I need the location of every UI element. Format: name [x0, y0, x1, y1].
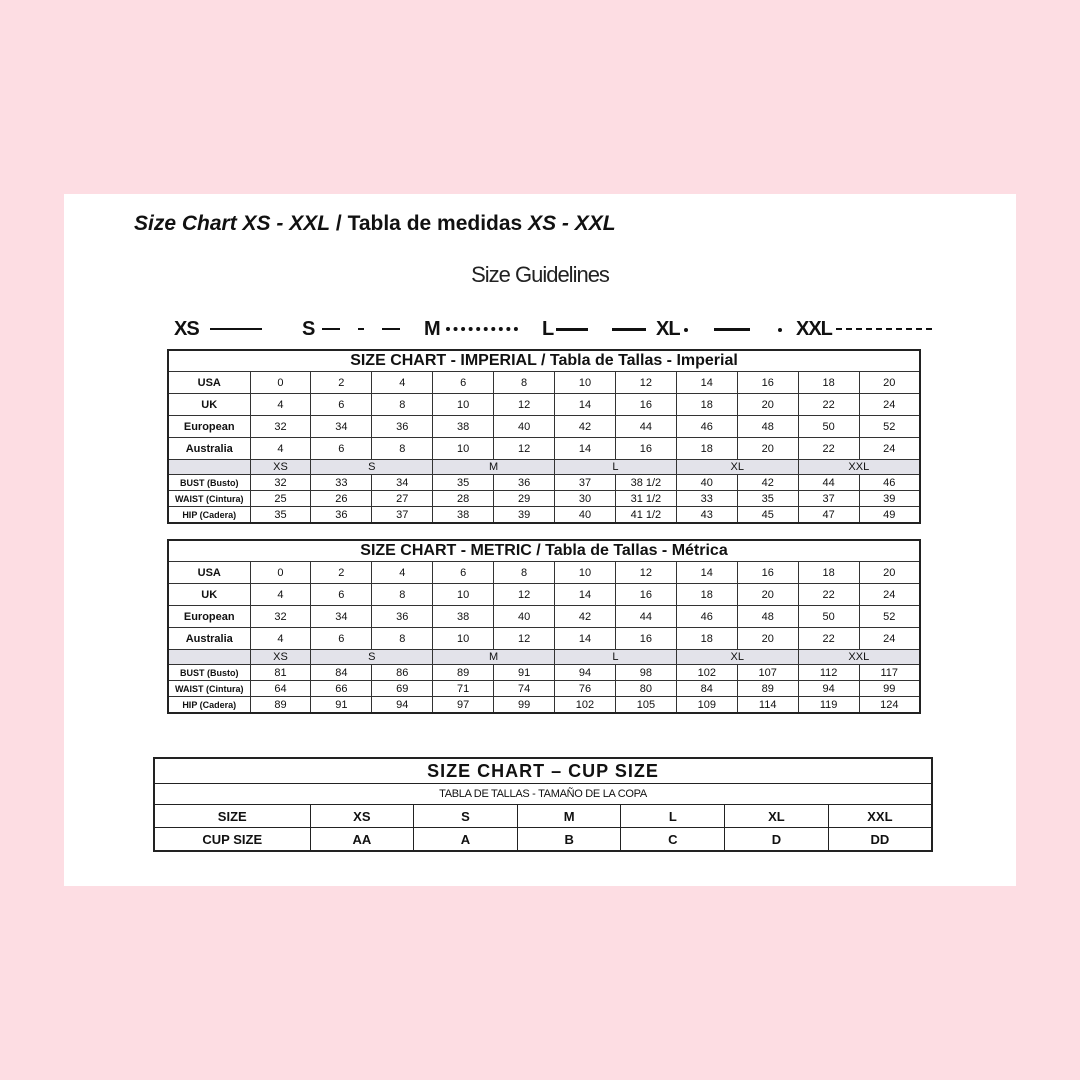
table-cell: 34: [311, 416, 372, 438]
size-band-m: M: [433, 650, 555, 665]
metric-size-table: [167, 539, 921, 714]
row-label: UK: [168, 394, 250, 416]
table-cell: 105: [615, 697, 676, 714]
cup-cup-row-label: CUP SIZE: [154, 828, 310, 852]
table-cell: 14: [555, 438, 616, 460]
table-cell: 28: [433, 491, 494, 507]
table-cell: 47: [798, 507, 859, 524]
table-cell: 84: [676, 681, 737, 697]
legend-l-line: [556, 328, 588, 331]
legend-m: M: [424, 318, 440, 340]
legend-s: S: [302, 318, 315, 340]
table-cell: 6: [311, 394, 372, 416]
heading-part-4: XS - XXL: [528, 212, 616, 235]
page-heading: [134, 212, 616, 236]
cup-table-subtitle: TABLA DE TALLAS - TAMAÑO DE LA COPA: [154, 784, 932, 805]
table-cell: 12: [494, 584, 555, 606]
legend-s-line: [322, 328, 340, 330]
cup-value-cell: AA: [310, 828, 414, 852]
row-label: USA: [168, 372, 250, 394]
table-cell: 8: [372, 438, 433, 460]
legend-xl-line-3: [778, 328, 782, 332]
table-row: [168, 372, 920, 394]
size-band-m: M: [433, 460, 555, 475]
table-cell: 4: [250, 438, 311, 460]
legend-xl-line-2: [714, 328, 750, 331]
size-band-spacer: [168, 460, 250, 475]
line-style-legend: [174, 318, 934, 342]
table-cell: 18: [676, 628, 737, 650]
table-cell: 50: [798, 606, 859, 628]
table-cell: 44: [798, 475, 859, 491]
table-cell: 6: [433, 372, 494, 394]
legend-m-line: [446, 327, 518, 331]
row-label: UK: [168, 584, 250, 606]
table-cell: 12: [615, 562, 676, 584]
table-cell: 37: [798, 491, 859, 507]
table-cell: 16: [615, 628, 676, 650]
table-cell: 10: [433, 394, 494, 416]
heading-part-3: / Tabla de medidas: [330, 212, 529, 235]
table-cell: 0: [250, 562, 311, 584]
table-cell: 38: [433, 416, 494, 438]
table-cell: 74: [494, 681, 555, 697]
table-cell: 36: [372, 606, 433, 628]
measurement-row: [168, 491, 920, 507]
row-label: Australia: [168, 438, 250, 460]
table-cell: 35: [433, 475, 494, 491]
table-cell: 34: [372, 475, 433, 491]
table-cell: 12: [615, 372, 676, 394]
table-title: SIZE CHART - IMPERIAL / Tabla de Tallas - Imperial: [168, 350, 920, 372]
table-cell: 22: [798, 438, 859, 460]
table-cell: 8: [494, 372, 555, 394]
measurement-row: [168, 681, 920, 697]
table-cell: 4: [250, 628, 311, 650]
table-cell: 66: [311, 681, 372, 697]
legend-xs: XS: [174, 318, 199, 340]
size-band-row: [168, 650, 920, 665]
table-cell: 37: [372, 507, 433, 524]
table-cell: 40: [494, 416, 555, 438]
cup-size-cell: L: [621, 805, 725, 828]
table-cell: 97: [433, 697, 494, 714]
table-cell: 10: [433, 628, 494, 650]
table-cell: 69: [372, 681, 433, 697]
table-cell: 8: [372, 394, 433, 416]
table-row: [168, 438, 920, 460]
table-cell: 99: [859, 681, 920, 697]
row-label: European: [168, 416, 250, 438]
table-cell: 4: [250, 394, 311, 416]
table-row: [168, 628, 920, 650]
table-cell: 34: [311, 606, 372, 628]
table-row: [168, 416, 920, 438]
table-cell: 24: [859, 438, 920, 460]
table-cell: 99: [494, 697, 555, 714]
table-cell: 10: [555, 372, 616, 394]
table-cell: 86: [372, 665, 433, 681]
table-cell: 44: [615, 416, 676, 438]
table-cell: 16: [737, 562, 798, 584]
table-cell: 14: [676, 372, 737, 394]
row-label: Australia: [168, 628, 250, 650]
cup-size-cell: XL: [725, 805, 829, 828]
measurement-label: HIP (Cadera): [168, 507, 250, 524]
legend-xxl-line: [836, 328, 932, 330]
row-label: USA: [168, 562, 250, 584]
table-cell: 12: [494, 628, 555, 650]
table-cell: 36: [494, 475, 555, 491]
table-cell: 94: [372, 697, 433, 714]
table-cell: 40: [494, 606, 555, 628]
table-cell: 16: [615, 584, 676, 606]
cup-value-cell: DD: [828, 828, 932, 852]
table-cell: 20: [737, 584, 798, 606]
table-cell: 40: [555, 507, 616, 524]
table-cell: 89: [737, 681, 798, 697]
table-cell: 80: [615, 681, 676, 697]
cup-size-cell: M: [517, 805, 621, 828]
table-cell: 114: [737, 697, 798, 714]
table-cell: 2: [311, 562, 372, 584]
table-cell: 38: [433, 606, 494, 628]
table-cell: 16: [737, 372, 798, 394]
measurement-label: BUST (Busto): [168, 475, 250, 491]
table-cell: 2: [311, 372, 372, 394]
size-band-xxl: XXL: [798, 460, 920, 475]
legend-l-line-2: [612, 328, 646, 331]
table-cell: 6: [311, 438, 372, 460]
table-cell: 32: [250, 416, 311, 438]
table-cell: 22: [798, 584, 859, 606]
measurement-row: [168, 697, 920, 714]
table-cell: 39: [494, 507, 555, 524]
legend-l: L: [542, 318, 554, 340]
cup-value-cell: B: [517, 828, 621, 852]
table-cell: 31 1/2: [615, 491, 676, 507]
table-cell: 10: [433, 584, 494, 606]
measurement-row: [168, 507, 920, 524]
table-cell: 4: [372, 372, 433, 394]
heading-part-2: XS - XXL: [242, 212, 331, 235]
size-band-l: L: [555, 650, 677, 665]
table-cell: 22: [798, 628, 859, 650]
table-cell: 46: [676, 606, 737, 628]
table-cell: 6: [433, 562, 494, 584]
table-cell: 4: [372, 562, 433, 584]
measurement-row: [168, 665, 920, 681]
table-cell: 98: [615, 665, 676, 681]
table-cell: 8: [372, 584, 433, 606]
table-cell: 71: [433, 681, 494, 697]
table-cell: 42: [555, 416, 616, 438]
cup-size-cell: XXL: [828, 805, 932, 828]
table-cell: 24: [859, 628, 920, 650]
table-cell: 102: [555, 697, 616, 714]
size-band-s: S: [311, 460, 433, 475]
table-cell: 8: [372, 628, 433, 650]
table-cell: 24: [859, 584, 920, 606]
table-cell: 18: [676, 438, 737, 460]
table-cell: 33: [311, 475, 372, 491]
cup-value-cell: D: [725, 828, 829, 852]
measurement-label: HIP (Cadera): [168, 697, 250, 714]
table-cell: 43: [676, 507, 737, 524]
size-band-xl: XL: [676, 460, 798, 475]
table-cell: 10: [555, 562, 616, 584]
table-cell: 46: [676, 416, 737, 438]
table-cell: 117: [859, 665, 920, 681]
table-cell: 37: [555, 475, 616, 491]
table-cell: 4: [250, 584, 311, 606]
size-band-row: [168, 460, 920, 475]
table-cell: 46: [859, 475, 920, 491]
table-cell: 20: [737, 628, 798, 650]
size-band-xs: XS: [250, 460, 311, 475]
table-cell: 42: [737, 475, 798, 491]
table-row: [168, 584, 920, 606]
table-cell: 48: [737, 416, 798, 438]
table-cell: 64: [250, 681, 311, 697]
table-title-row: [168, 540, 920, 562]
table-cell: 20: [859, 372, 920, 394]
size-band-s: S: [311, 650, 433, 665]
table-cell: 48: [737, 606, 798, 628]
table-cell: 0: [250, 372, 311, 394]
table-cell: 36: [372, 416, 433, 438]
table-cell: 12: [494, 394, 555, 416]
cup-value-cell: A: [414, 828, 518, 852]
table-cell: 30: [555, 491, 616, 507]
table-title-row: [168, 350, 920, 372]
cup-table-title: SIZE CHART – CUP SIZE: [154, 758, 932, 784]
size-band-spacer: [168, 650, 250, 665]
table-cell: 52: [859, 416, 920, 438]
table-cell: 76: [555, 681, 616, 697]
table-cell: 18: [798, 562, 859, 584]
table-cell: 94: [798, 681, 859, 697]
table-row: [168, 394, 920, 416]
table-cell: 45: [737, 507, 798, 524]
table-cell: 112: [798, 665, 859, 681]
table-cell: 35: [737, 491, 798, 507]
measurement-label: BUST (Busto): [168, 665, 250, 681]
table-cell: 6: [311, 628, 372, 650]
size-band-xxl: XXL: [798, 650, 920, 665]
table-cell: 10: [433, 438, 494, 460]
table-cell: 26: [311, 491, 372, 507]
legend-xs-line: [210, 328, 262, 330]
size-band-l: L: [555, 460, 677, 475]
table-cell: 40: [676, 475, 737, 491]
table-cell: 44: [615, 606, 676, 628]
table-cell: 42: [555, 606, 616, 628]
table-cell: 33: [676, 491, 737, 507]
table-cell: 12: [494, 438, 555, 460]
table-cell: 39: [859, 491, 920, 507]
legend-s-line-2: [358, 328, 364, 330]
table-cell: 16: [615, 394, 676, 416]
table-title: SIZE CHART - METRIC / Tabla de Tallas - Métrica: [168, 540, 920, 562]
table-cell: 14: [555, 628, 616, 650]
table-cell: 81: [250, 665, 311, 681]
table-cell: 32: [250, 606, 311, 628]
table-cell: 14: [555, 394, 616, 416]
table-cell: 50: [798, 416, 859, 438]
table-cell: 89: [250, 697, 311, 714]
row-label: European: [168, 606, 250, 628]
table-cell: 49: [859, 507, 920, 524]
table-cell: 6: [311, 584, 372, 606]
heading-part-1: Size Chart: [134, 212, 243, 235]
table-cell: 25: [250, 491, 311, 507]
table-cell: 8: [494, 562, 555, 584]
table-cell: 91: [311, 697, 372, 714]
table-cell: 20: [859, 562, 920, 584]
table-cell: 36: [311, 507, 372, 524]
table-cell: 38: [433, 507, 494, 524]
table-cell: 89: [433, 665, 494, 681]
table-cell: 107: [737, 665, 798, 681]
table-cell: 91: [494, 665, 555, 681]
cup-size-cell: XS: [310, 805, 414, 828]
table-cell: 102: [676, 665, 737, 681]
measurement-label: WAIST (Cintura): [168, 681, 250, 697]
table-cell: 94: [555, 665, 616, 681]
cup-value-cell: C: [621, 828, 725, 852]
table-cell: 20: [737, 394, 798, 416]
table-cell: 14: [555, 584, 616, 606]
legend-s-line-3: [382, 328, 400, 330]
table-cell: 109: [676, 697, 737, 714]
table-row: [168, 606, 920, 628]
table-cell: 52: [859, 606, 920, 628]
imperial-size-table: [167, 349, 921, 524]
table-cell: 18: [676, 394, 737, 416]
size-band-xl: XL: [676, 650, 798, 665]
table-cell: 84: [311, 665, 372, 681]
legend-xxl: XXL: [796, 318, 832, 340]
cup-size-cell: S: [414, 805, 518, 828]
table-cell: 119: [798, 697, 859, 714]
table-cell: 14: [676, 562, 737, 584]
size-band-xs: XS: [250, 650, 311, 665]
table-cell: 22: [798, 394, 859, 416]
legend-xl: XL: [656, 318, 680, 340]
table-cell: 20: [737, 438, 798, 460]
cup-size-table: [153, 757, 933, 852]
table-cell: 38 1/2: [615, 475, 676, 491]
table-cell: 16: [615, 438, 676, 460]
cup-size-row-label: SIZE: [154, 805, 310, 828]
table-cell: 124: [859, 697, 920, 714]
table-cell: 32: [250, 475, 311, 491]
measurement-row: [168, 475, 920, 491]
measurement-label: WAIST (Cintura): [168, 491, 250, 507]
guidelines-title: Size Guidelines: [471, 262, 609, 287]
table-cell: 27: [372, 491, 433, 507]
table-cell: 18: [798, 372, 859, 394]
table-row: [168, 562, 920, 584]
legend-xl-line: [684, 328, 688, 332]
table-cell: 41 1/2: [615, 507, 676, 524]
table-cell: 18: [676, 584, 737, 606]
table-cell: 24: [859, 394, 920, 416]
table-cell: 29: [494, 491, 555, 507]
table-cell: 35: [250, 507, 311, 524]
size-chart-card: [64, 194, 1016, 886]
